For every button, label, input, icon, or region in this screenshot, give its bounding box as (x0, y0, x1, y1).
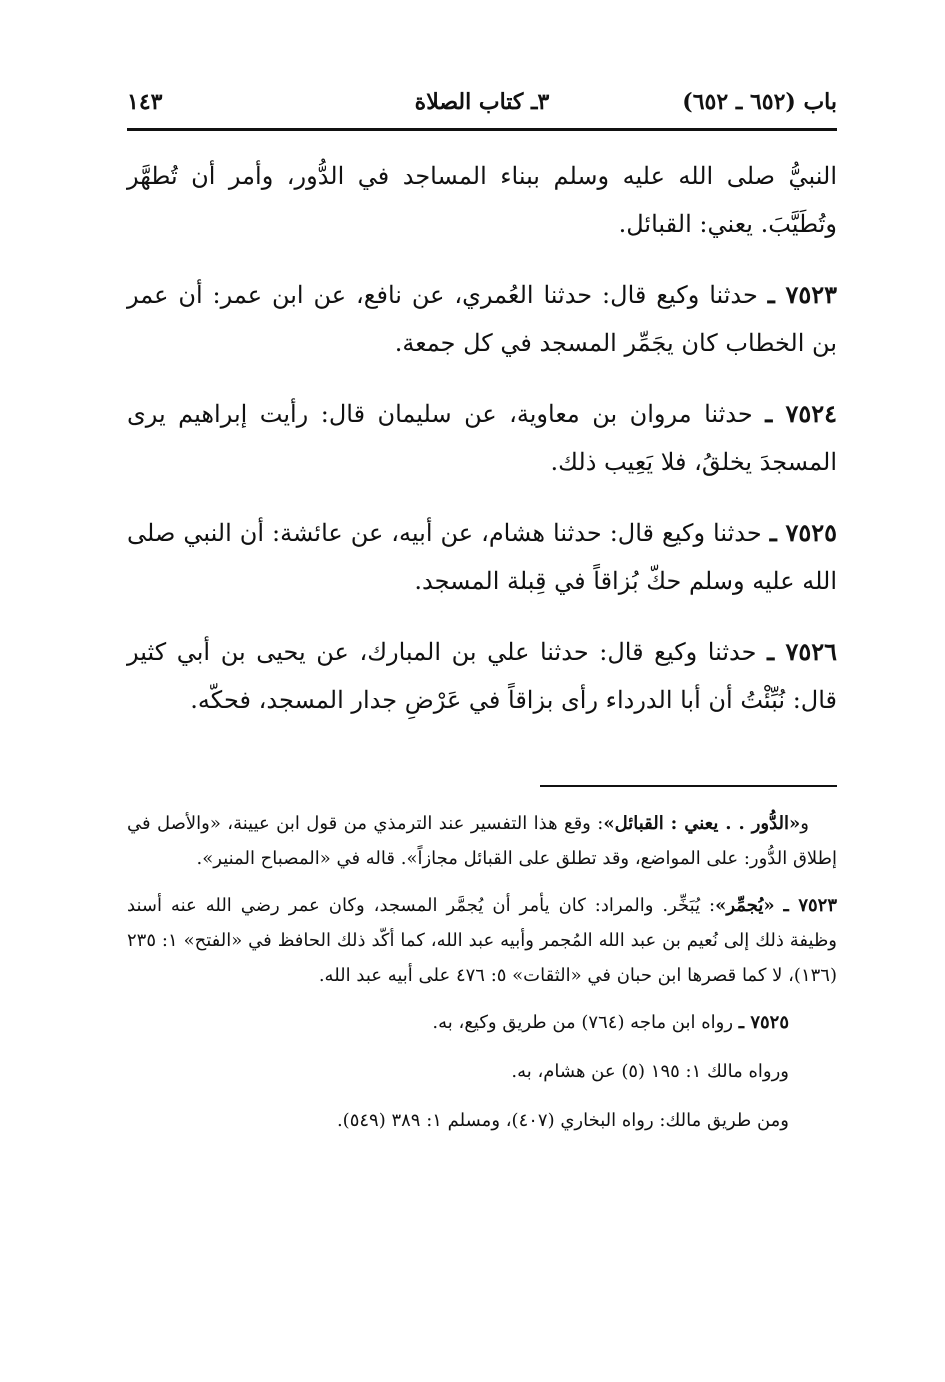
hadith-7525 (127, 509, 837, 605)
hadith-number: ٧٥٢٤ ـ (765, 399, 837, 428)
page-number: ١٤٣ (127, 89, 163, 115)
footnote-malik: ورواه مالك ١: ١٩٥ (٥) عن هشام، به. (511, 1061, 789, 1082)
footnote-dur (127, 806, 837, 876)
running-header (127, 84, 837, 124)
hadith-text: حدثنا وكيع قال: حدثنا العُمري، عن نافع، عن ابن عمر: أن عمر بن الخطاب كان يجَمِّر المسجد في كل جمعة. (127, 281, 837, 357)
footnote-separator (540, 785, 837, 787)
hadith-number: ٧٥٢٣ ـ (767, 280, 838, 309)
chapter-range: باب (٦٥٢ ـ ٦٥٢) (682, 89, 837, 115)
footnote-text: رواه ابن ماجه (٧٦٤) من طريق وكيع، به. (432, 1012, 739, 1033)
footnote-lemma: «يُجمِّر» (715, 895, 775, 916)
hadith-text: حدثنا وكيع قال: حدثنا علي بن المبارك، عن يحيى بن أبي كثير قال: نُبِّئْتُ أن أبا الدرداء رأى بزاقاً في عَرْضِ جدار المسجد، فحكّه. (127, 638, 837, 714)
footnotes (127, 806, 837, 1152)
footnote-7525 (127, 1005, 837, 1040)
hadith-text: حدثنا مروان بن معاوية، عن سليمان قال: رأيت إبراهيم يرى المسجدَ يخلقُ، فلا يَعِيب ذلك. (127, 400, 837, 476)
header-rule (127, 128, 837, 131)
hadith-7524 (127, 390, 837, 486)
main-text (127, 152, 837, 747)
footnote-bukhari-muslim: ومن طريق مالك: رواه البخاري (٤٠٧)، ومسلم ١: ٣٨٩ (٥٤٩). (336, 1110, 789, 1131)
footnote-7523 (127, 888, 837, 993)
hadith-text: حدثنا وكيع قال: حدثنا هشام، عن أبيه، عن عائشة: أن النبي صلى الله عليه وسلم حكّ بُزاقاً في قِبلة المسجد. (127, 519, 837, 595)
hadith-number: ٧٥٢٥ ـ (769, 518, 837, 547)
footnote-number: ٧٥٢٥ ـ (738, 1012, 789, 1033)
hadith-7523 (127, 271, 837, 367)
footnote-lemma: «الدُّور . . يعني : القبائل» (603, 813, 801, 834)
footnote-text: : وقع هذا التفسير عند الترمذي من قول ابن عيينة، «والأصل في إطلاق الدُّور: على المواضع، وقد تطلق على القبائل مجازاً». قاله في «المصباح المنير». (127, 813, 837, 869)
footnote-prefix: و (800, 813, 809, 834)
book-title: ٣ـ كتاب الصلاة (414, 89, 550, 115)
footnote-text: : يُبَخِّر. والمراد: كان يأمر أن يُجمَّر المسجد، وكان عمر رضي الله عنه أسند وظيفة ذلك إلى نُعيم بن عبد الله المُجمر وأبيه عبد الله، كما أكّد ذلك الحافظ في «الفتح» ١: ٢٣٥ (١٣٦)، لا كما قصرها ابن حبان في «الثقات» ٥: ٤٧٦ على أبيه عبد الله. (127, 895, 837, 986)
hadith-number: ٧٥٢٦ ـ (767, 637, 837, 666)
intro-paragraph: النبيُّ صلى الله عليه وسلم ببناء المساجد في الدُّور، وأمر أن تُطهَّر وتُطَيَّبَ. يعني: القبائل. (127, 162, 837, 238)
footnote-number: ٧٥٢٣ ـ (783, 895, 837, 916)
hadith-7526 (127, 628, 837, 724)
